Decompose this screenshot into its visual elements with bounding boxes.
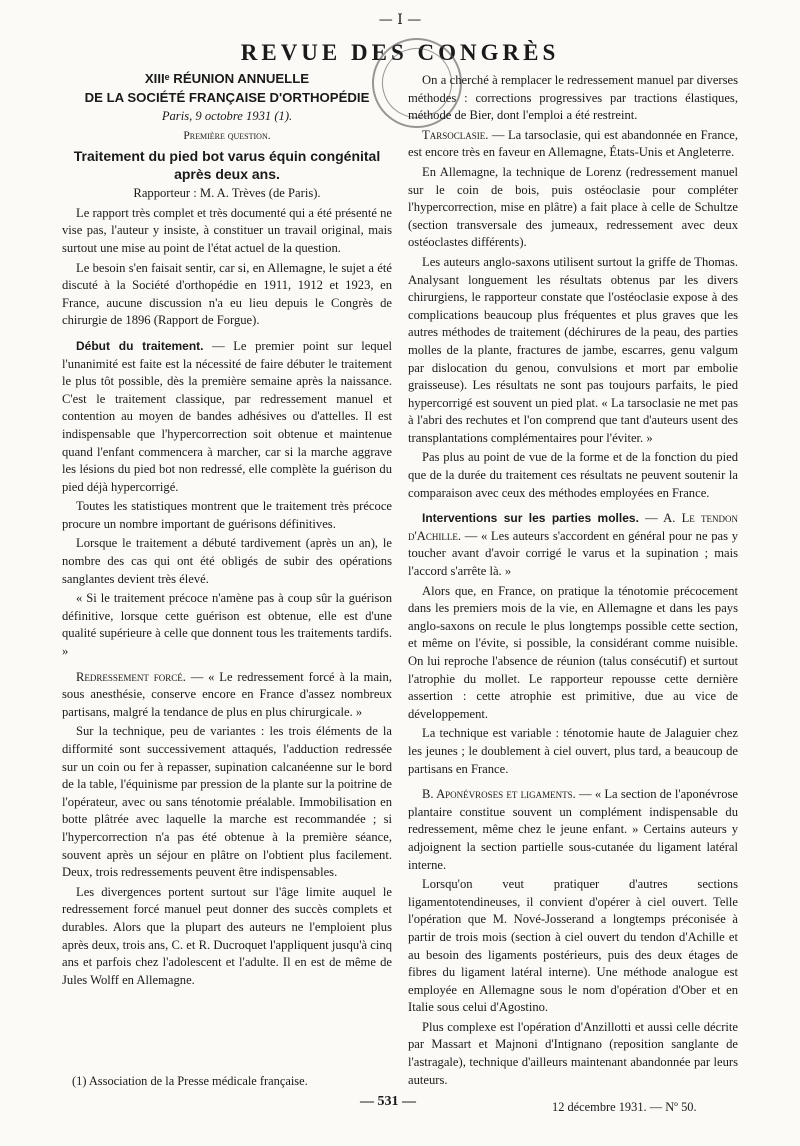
section-interventions	[408, 510, 738, 580]
paragraph: Pas plus au point de vue de la forme et de la fonction du pied que de la durée du traitement ces résultats ne peuvent soutenir la comparaison avec ceux des méthodes employées en France.	[408, 450, 738, 500]
section-heading: B. Aponévroses et ligaments.	[422, 787, 576, 802]
section-tarsoclasie	[408, 127, 738, 162]
section-text: — « Le redressement forcé à la main, sous anesthésie, conserve encore en France d'assez nombreux partisans, malgré la tendance de plus en plus chirurgicale. »	[62, 669, 392, 719]
paragraph: Le rapport très complet et très documenté qui a été présenté ne vise pas, l'auteur y insiste, à constituer un travail original, mais surtout une mise au point de l'état actuel de la question.	[62, 205, 392, 255]
right-column	[408, 72, 738, 1091]
section-heading: Début du traitement.	[76, 338, 204, 353]
section-redressement	[62, 669, 392, 722]
paragraph: On a cherché à remplacer le redressement manuel par diverses méthodes : corrections progressives par tractions élastiques, méthode de Bier, dont l'emploi a été restreint.	[408, 73, 738, 123]
meeting-line-2: DE LA SOCIÉTÉ FRANÇAISE D'ORTHOPÉDIE	[84, 90, 370, 105]
section-text: — La tarsoclasie, qui est abandonnée en France, est encore très en faveur en Allemagne, États-Unis et Angleterre.	[408, 127, 738, 160]
paragraph: « Si le traitement précoce n'amène pas à coup sûr la guérison définitive, lorsque cette guérison est obtenue, elle est d'une qualité supérieure à celle que donnent tous les traitements tardifs. »	[62, 591, 392, 659]
journal-title: REVUE DES CONGRÈS	[240, 40, 560, 65]
footnote: (1) Association de la Presse médicale française.	[72, 1074, 308, 1088]
paragraph: La technique est variable : ténotomie haute de Jalaguier chez les jeunes ; le doublement à ciel ouvert, plus tard, a beaucoup de partisans en France.	[408, 726, 738, 776]
paragraph: Plus complexe est l'opération d'Anzillotti et aussi celle décrite par Massart et Majnoni d'Intignano (reposition sanglante de l'astragale), technique d'ailleurs maintenant abandonnée par leurs auteurs.	[408, 1019, 738, 1087]
question-label: Première question.	[183, 129, 271, 142]
subsection-heading: — A. Le tendon d'Achille.	[408, 511, 738, 543]
section-text: — « Les auteurs s'accordent en général pour ne pas y toucher avant d'avoir corrigé le varus et la supination ; mais l'accord s'arrête là. »	[408, 528, 738, 579]
paragraph: Les auteurs anglo-saxons utilisent surtout la griffe de Thomas. Analysant longuement les résultats obtenus par les divers chirurgiens, le rapporteur constate que l'ostéoclasie expose à des complications beaucoup plus fréquentes et plus graves que les autres méthodes de traitement (déchirures de la peau, des parties molles de la plante, fractures de jambe, escarres, genu valgum par dislocation du genou, convulsions et mort par embolie graisseuse). Les résultats ne sont pas toujours parfaits, le pied hypercorrigé est souvent un pied plat. « La tarsoclasie ne met pas à l'abri des rechutes et l'on comprend que tant d'auteurs usent des transplantations complémentaires pour l'éviter. »	[408, 254, 738, 445]
paragraph: Les divergences portent surtout sur l'âge limite auquel le redressement forcé manuel peut donner des succès complets et durables. Alors que la plupart des auteurs ne l'emploient plus après deux, trois ans, C. et R. Ducroquet l'appliquent jusqu'à cinq ans et parfois chez l'adolescent et l'adulte. Il en est de même de Jules Wolff en Allemagne.	[62, 884, 392, 987]
section-aponevroses	[408, 786, 738, 874]
section-heading: Interventions sur les parties molles.	[422, 511, 639, 526]
footer-issue-date: 12 décembre 1931. — Nº 50.	[552, 1100, 697, 1114]
paragraph: Lorsqu'on veut pratiquer d'autres sections ligamentotendineuses, il convient d'opérer à ciel ouvert. Telle l'opération que M. Nové-Josserand a longtemps préconisée à partir de trois mois (section à ciel ouvert du tendon d'Achille et au besoin des ligaments postérieurs, puis des deux étages de fibres du ligament latéral interne). Une méthode analogue est employée en Allemagne sous le nom d'opération d'Ober et en Italie sous celui d'Agostino.	[408, 877, 738, 1015]
paragraph: Lorsque le traitement a débuté tardivement (après un an), le nombre des cas qui ont été obligés de subir des opérations sanglantes devient très élevé.	[62, 536, 392, 586]
paragraph: Le besoin s'en faisait sentir, car si, en Allemagne, le sujet a été discuté à la Société d'orthopédie en 1911, 1912 et 1923, en France, aucune discussion n'a eu lieu depuis le Congrès de chirurgie de 1896 (Rapport de Forgue).	[62, 260, 392, 328]
paragraph: Sur la technique, peu de variantes : les trois éléments de la difformité sont successivement attaqués, l'adduction redressée sur un coin ou fer à repasser, supination calcanéenne sur le bord de la table, l'équinisme par pression de la plante sur la poitrine de l'opérateur, avec ou sans ténotomie préalable. Immobilisation en botte plâtrée avec laquelle la marche est recommandée ; si l'hypercorrection n'a pas été obtenue à la première séance, souvent après un séjour en plâtre on l'obtient plus facilement. Deux, trois redressements peuvent être indispensables.	[62, 724, 392, 880]
paragraph: En Allemagne, la technique de Lorenz (redressement manuel sur le coin de bois, puis ostéoclasie pour compléter l'hypercorrection, mise en plâtre) a fait place à celle de Schultze (section transversale des jumeaux, redressement avec deux ostéoclastes différents).	[408, 164, 738, 250]
meeting-date: Paris, 9 octobre 1931 (1).	[161, 109, 293, 123]
report-title: Traitement du pied bot varus équin congénital après deux ans.	[73, 148, 381, 183]
paragraph: Alors que, en France, on pratique la ténotomie précocement dans les premiers mois de la vie, en Allemagne et dans les pays anglo-saxons on recule le plus longtemps possible cette section, et même on l'évite, si possible, la considérant comme nuisible. On lui reproche l'absence de réunion (talus consécutif) et surtout l'atrophie du mollet. Le rapporteur repousse cette dernière assertion : cette atrophie est primitive, due au vice de développement.	[408, 583, 738, 721]
section-text: — Le premier point sur lequel l'unanimité est faite est la nécessité de faire débuter le traitement le plus tôt possible, dès la première semaine après la naissance. C'est le traitement classique, par redressement manuel et contention au moyen de bandes adhésives ou d'attelles. Il est indispensable que l'hypercorrection soit obtenue et maintenue quand l'enfant commencera à marcher, car si la marche aggrave les lésions du pied bot non redressé, elle complète la guérison du pied déjà hypercorrigé.	[62, 338, 393, 494]
meeting-line-1: XIIIᵉ RÉUNION ANNUELLE	[144, 71, 310, 86]
top-page-number: — I —	[378, 12, 422, 28]
section-debut	[62, 338, 392, 496]
section-text: — « La section de l'aponévrose plantaire constitue souvent un complément indispensable du redressement, même chez le jeune enfant. » Certains auteurs y adjoignent la section partielle sous-cutanée du ligament latéral interne.	[408, 787, 738, 872]
section-heading: Redressement forcé.	[76, 669, 186, 684]
paragraph: Toutes les statistiques montrent que le traitement très précoce procure un nombre important de guérisons définitives.	[62, 499, 392, 531]
left-column	[62, 70, 392, 991]
footer-page-number: — 531 —	[360, 1094, 416, 1109]
section-heading: Tarsoclasie.	[422, 127, 489, 142]
reporter-line: Rapporteur : M. A. Trèves (de Paris).	[133, 186, 321, 201]
